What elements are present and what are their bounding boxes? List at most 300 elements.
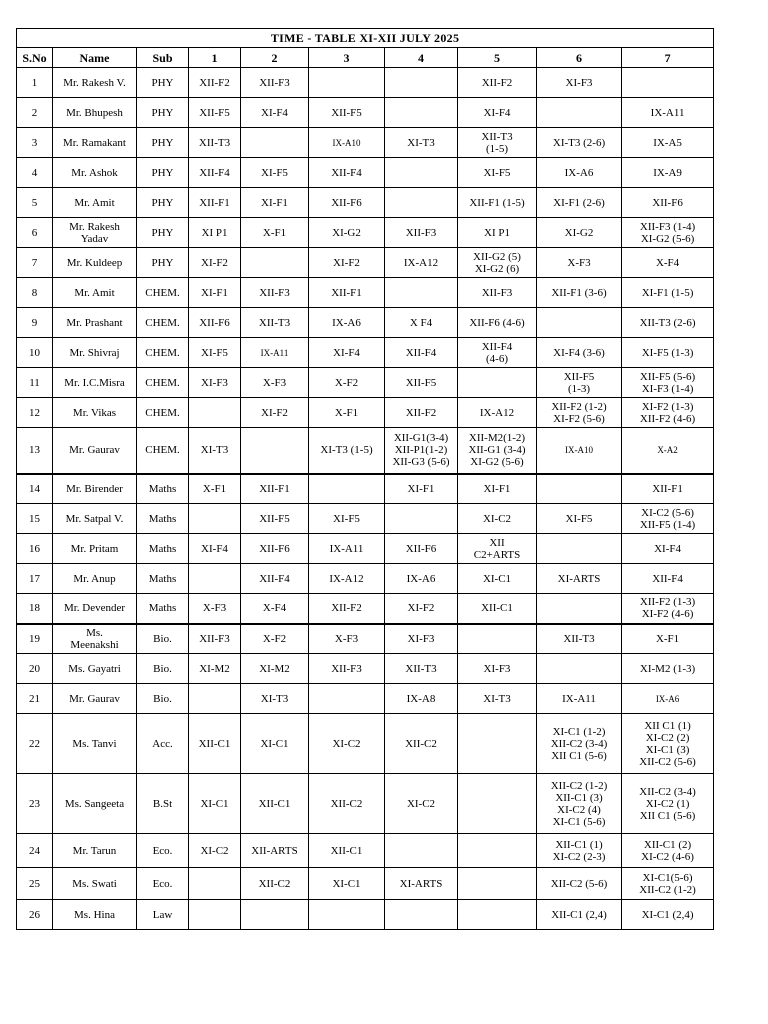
- period-cell-5: [458, 564, 537, 594]
- class-assignment: XII-F4 (4-6): [481, 340, 513, 365]
- class-assignment: XII-C2 (1-2) XII-C1 (3) XI-C2 (4) XI-C1 (5-6): [550, 779, 608, 828]
- period-cell-3: [309, 338, 385, 368]
- period-cell-2: [241, 834, 309, 868]
- class-assignment: XII-G2 (5) XI-G2 (6): [473, 250, 521, 275]
- subject-cell: Bio.: [137, 654, 189, 684]
- teacher-name-cell: [53, 534, 137, 564]
- teacher-name: Ms. Sangeeta: [64, 797, 125, 810]
- period-cell-2: [241, 188, 309, 218]
- period-header-2: 2: [241, 48, 309, 68]
- name-header: Name: [53, 48, 137, 68]
- class-assignment: XII-F4: [331, 166, 362, 179]
- serial-number-cell: 7: [17, 248, 53, 278]
- teacher-name: Mr. Ashok: [71, 166, 118, 179]
- period-cell-7: [622, 428, 714, 474]
- period-cell-4: [385, 368, 458, 398]
- class-assignment: XI-F5: [261, 166, 288, 179]
- serial-number-cell: 15: [17, 504, 53, 534]
- period-cell-1: [189, 504, 241, 534]
- class-assignment: IX-A5: [653, 136, 682, 149]
- period-cell-1: [189, 594, 241, 624]
- class-assignment: XI-M2: [259, 662, 290, 675]
- period-cell-4: [385, 398, 458, 428]
- teacher-name: Mr. Amit: [74, 196, 115, 209]
- class-assignment: X-F3: [334, 632, 359, 645]
- subject-cell: PHY: [137, 68, 189, 98]
- period-header-1: 1: [189, 48, 241, 68]
- period-cell-6: [537, 714, 622, 774]
- subject-cell: Bio.: [137, 684, 189, 714]
- serial-number-cell: 22: [17, 714, 53, 774]
- serial-number-cell: 6: [17, 218, 53, 248]
- period-header-6: 6: [537, 48, 622, 68]
- table-row: [17, 338, 714, 368]
- teacher-name-cell: [53, 158, 137, 188]
- period-cell-3: [309, 248, 385, 278]
- class-assignment: X-F4: [262, 602, 287, 615]
- class-assignment: XII-F5 (5-6) XI-F3 (1-4): [639, 370, 696, 395]
- period-header-5: 5: [458, 48, 537, 68]
- class-assignment: XI-F5: [565, 512, 593, 525]
- class-assignment: X-F1: [334, 406, 359, 419]
- period-cell-1: [189, 834, 241, 868]
- class-assignment: IX-A11: [650, 106, 685, 119]
- table-row: [17, 158, 714, 188]
- table-row: [17, 68, 714, 98]
- teacher-name-cell: [53, 428, 137, 474]
- period-cell-1: [189, 868, 241, 900]
- class-assignment: XII-F4: [652, 572, 683, 585]
- serial-number-cell: 3: [17, 128, 53, 158]
- table-row: [17, 398, 714, 428]
- period-cell-6: [537, 128, 622, 158]
- timetable: [16, 28, 714, 930]
- table-row: [17, 188, 714, 218]
- class-assignment: XI-C2: [482, 512, 512, 525]
- subject-cell: B.St: [137, 774, 189, 834]
- period-cell-7: [622, 338, 714, 368]
- period-cell-5: [458, 834, 537, 868]
- teacher-name-cell: [53, 248, 137, 278]
- class-assignment: XI-F1 (2-6): [553, 196, 605, 209]
- subject-cell: CHEM.: [137, 368, 189, 398]
- class-assignment: XII-F5 (1-3): [563, 370, 595, 395]
- period-cell-6: [537, 368, 622, 398]
- period-cell-4: [385, 534, 458, 564]
- class-assignment: XII-C2: [330, 797, 363, 810]
- class-assignment: XI-C1: [260, 737, 289, 750]
- class-assignment: XI P1: [484, 226, 510, 239]
- period-cell-6: [537, 534, 622, 564]
- class-assignment: XI-F5: [201, 346, 228, 359]
- class-assignment: XI-C1(5-6) XII-C2 (1-2): [639, 871, 696, 896]
- table-row: [17, 868, 714, 900]
- subject-header: Sub: [137, 48, 189, 68]
- class-assignment: XII-F2: [199, 76, 230, 89]
- period-cell-5: [458, 368, 537, 398]
- period-cell-3: [309, 654, 385, 684]
- period-cell-2: [241, 624, 309, 654]
- class-assignment: XI-T3: [407, 136, 435, 149]
- class-assignment: IX-A6: [564, 166, 594, 179]
- period-cell-1: [189, 128, 241, 158]
- table-row: [17, 774, 714, 834]
- period-cell-3: [309, 594, 385, 624]
- class-assignment: XII-C1 (1) XI-C2 (2-3): [552, 838, 606, 863]
- period-cell-4: [385, 684, 458, 714]
- period-cell-7: [622, 594, 714, 624]
- period-cell-1: [189, 338, 241, 368]
- period-cell-1: [189, 900, 241, 930]
- period-cell-7: [622, 278, 714, 308]
- period-cell-7: [622, 128, 714, 158]
- subject-cell: Maths: [137, 534, 189, 564]
- teacher-name-cell: [53, 504, 137, 534]
- serial-number-cell: 21: [17, 684, 53, 714]
- period-cell-2: [241, 398, 309, 428]
- period-cell-7: [622, 900, 714, 930]
- serial-number-cell: 13: [17, 428, 53, 474]
- class-assignment: XII-F3: [481, 286, 513, 299]
- period-cell-3: [309, 504, 385, 534]
- class-assignment: IX-A10: [332, 137, 361, 148]
- class-assignment: XII-ARTS: [251, 844, 298, 857]
- period-cell-1: [189, 398, 241, 428]
- period-cell-3: [309, 68, 385, 98]
- class-assignment: X F4: [409, 316, 433, 329]
- class-assignment: XI-F2: [261, 406, 288, 419]
- class-assignment: XII-F1: [259, 482, 290, 495]
- period-cell-7: [622, 248, 714, 278]
- period-cell-6: [537, 684, 622, 714]
- period-cell-1: [189, 188, 241, 218]
- subject-cell: Maths: [137, 474, 189, 504]
- class-assignment: IX-A6: [655, 693, 680, 704]
- period-cell-4: [385, 624, 458, 654]
- class-assignment: XI-F3: [407, 632, 435, 645]
- period-cell-6: [537, 218, 622, 248]
- serial-number-cell: 23: [17, 774, 53, 834]
- period-cell-7: [622, 534, 714, 564]
- teacher-name-cell: [53, 654, 137, 684]
- teacher-name: Ms. Gayatri: [68, 662, 121, 675]
- class-assignment: XII-F3: [259, 286, 290, 299]
- class-assignment: XI-ARTS: [399, 877, 443, 890]
- class-assignment: XII-C1: [330, 844, 363, 857]
- period-cell-7: [622, 308, 714, 338]
- period-cell-4: [385, 714, 458, 774]
- serial-number-cell: 11: [17, 368, 53, 398]
- class-assignment: XI-F2 (1-3) XII-F2 (4-6): [639, 400, 696, 425]
- teacher-name-cell: [53, 308, 137, 338]
- period-cell-4: [385, 774, 458, 834]
- period-cell-4: [385, 654, 458, 684]
- period-cell-4: [385, 128, 458, 158]
- period-cell-3: [309, 128, 385, 158]
- class-assignment: XI-G2: [564, 226, 594, 239]
- period-cell-6: [537, 654, 622, 684]
- period-cell-4: [385, 98, 458, 128]
- serial-number-cell: 4: [17, 158, 53, 188]
- serial-number-cell: 24: [17, 834, 53, 868]
- serial-number-cell: 2: [17, 98, 53, 128]
- teacher-name-cell: [53, 278, 137, 308]
- period-cell-3: [309, 868, 385, 900]
- page-title: TIME - TABLE XI-XII JULY 2025: [17, 29, 714, 48]
- period-cell-3: [309, 218, 385, 248]
- period-cell-1: [189, 774, 241, 834]
- period-cell-2: [241, 900, 309, 930]
- period-cell-3: [309, 774, 385, 834]
- period-cell-3: [309, 534, 385, 564]
- period-cell-7: [622, 368, 714, 398]
- period-cell-6: [537, 504, 622, 534]
- table-row: [17, 278, 714, 308]
- period-cell-5: [458, 534, 537, 564]
- period-cell-5: [458, 868, 537, 900]
- period-cell-5: [458, 98, 537, 128]
- period-cell-2: [241, 564, 309, 594]
- class-assignment: XI-F4: [333, 346, 360, 359]
- class-assignment: XI-C2 (5-6) XII-F5 (1-4): [639, 506, 696, 531]
- teacher-name: Mr. Gaurav: [69, 692, 120, 705]
- subject-cell: Eco.: [137, 834, 189, 868]
- class-assignment: XI-F1: [261, 196, 288, 209]
- period-cell-1: [189, 684, 241, 714]
- subject-cell: Bio.: [137, 624, 189, 654]
- class-assignment: XII-F5: [331, 106, 362, 119]
- period-cell-2: [241, 68, 309, 98]
- period-cell-7: [622, 504, 714, 534]
- period-cell-3: [309, 308, 385, 338]
- serial-number-cell: 16: [17, 534, 53, 564]
- period-cell-5: [458, 158, 537, 188]
- class-assignment: XI-C2: [332, 737, 361, 750]
- teacher-name: Mr. Pritam: [70, 542, 119, 555]
- period-cell-3: [309, 684, 385, 714]
- teacher-name: Mr. Anup: [73, 572, 116, 585]
- period-cell-2: [241, 158, 309, 188]
- class-assignment: XII-F2: [331, 602, 362, 615]
- class-assignment: XI-C1 (1-2) XII-C2 (3-4) XII C1 (5-6): [550, 725, 608, 762]
- period-cell-4: [385, 218, 458, 248]
- period-cell-3: [309, 624, 385, 654]
- period-cell-6: [537, 68, 622, 98]
- class-assignment: XI-T3: [260, 692, 289, 705]
- period-cell-4: [385, 308, 458, 338]
- period-cell-4: [385, 188, 458, 218]
- period-cell-5: [458, 428, 537, 474]
- class-assignment: XI-T3 (1-5): [320, 444, 373, 457]
- class-assignment: XII-F1: [652, 482, 683, 495]
- class-assignment: XII-F6: [331, 196, 362, 209]
- period-cell-6: [537, 624, 622, 654]
- class-assignment: X-F2: [262, 632, 287, 645]
- class-assignment: XI-C1 (2,4): [641, 908, 694, 921]
- period-header-4: 4: [385, 48, 458, 68]
- period-cell-6: [537, 774, 622, 834]
- class-assignment: XI-F4: [201, 542, 228, 555]
- teacher-name: Mr. Tarun: [72, 844, 117, 857]
- subject-cell: CHEM.: [137, 398, 189, 428]
- period-header-7: 7: [622, 48, 714, 68]
- class-assignment: XII-C1 (2) XI-C2 (4-6): [641, 838, 694, 863]
- class-assignment: XII C1 (1) XI-C2 (2) XI-C1 (3) XII-C2 (5-6): [639, 719, 696, 768]
- period-cell-6: [537, 308, 622, 338]
- period-cell-5: [458, 714, 537, 774]
- teacher-name-cell: [53, 188, 137, 218]
- class-assignment: XII C2+ARTS: [473, 536, 521, 561]
- table-row: [17, 834, 714, 868]
- period-cell-1: [189, 278, 241, 308]
- period-cell-6: [537, 98, 622, 128]
- period-cell-7: [622, 714, 714, 774]
- class-assignment: X-F3: [262, 376, 287, 389]
- table-row: [17, 714, 714, 774]
- period-cell-3: [309, 158, 385, 188]
- class-assignment: XII-G1(3-4) XII-P1(1-2) XII-G3 (5-6): [392, 432, 450, 469]
- class-assignment: XII-F3: [199, 632, 230, 645]
- subject-cell: PHY: [137, 98, 189, 128]
- period-cell-2: [241, 128, 309, 158]
- teacher-name-cell: [53, 564, 137, 594]
- period-cell-7: [622, 834, 714, 868]
- class-assignment: XII-F4: [259, 572, 290, 585]
- period-cell-7: [622, 98, 714, 128]
- period-cell-6: [537, 474, 622, 504]
- serial-number-cell: 20: [17, 654, 53, 684]
- class-assignment: XII-F1 (3-6): [551, 286, 607, 299]
- period-cell-7: [622, 68, 714, 98]
- class-assignment: IX-A12: [329, 572, 364, 585]
- period-cell-2: [241, 278, 309, 308]
- period-cell-7: [622, 218, 714, 248]
- period-cell-5: [458, 278, 537, 308]
- teacher-name: Ms. Hina: [74, 908, 115, 921]
- teacher-name: Mr. Kuldeep: [66, 256, 123, 269]
- teacher-name: Mr. Ramakant: [63, 136, 126, 149]
- period-cell-1: [189, 654, 241, 684]
- period-cell-7: [622, 774, 714, 834]
- class-assignment: XII-C1: [481, 602, 513, 615]
- period-cell-2: [241, 308, 309, 338]
- period-cell-1: [189, 564, 241, 594]
- period-cell-4: [385, 428, 458, 474]
- class-assignment: X-F3: [567, 256, 591, 269]
- class-assignment: XII-F6: [652, 196, 683, 209]
- table-row: [17, 248, 714, 278]
- period-cell-5: [458, 68, 537, 98]
- teacher-name-cell: [53, 774, 137, 834]
- serial-number-cell: 19: [17, 624, 53, 654]
- class-assignment: X-F1: [655, 632, 680, 645]
- teacher-name-cell: [53, 900, 137, 930]
- period-cell-5: [458, 900, 537, 930]
- table-row: [17, 98, 714, 128]
- class-assignment: XI-F3: [483, 662, 511, 675]
- period-cell-3: [309, 474, 385, 504]
- class-assignment: XII-F6 (4-6): [469, 316, 525, 329]
- class-assignment: XII-T3 (1-5): [481, 130, 513, 155]
- subject-cell: PHY: [137, 158, 189, 188]
- period-cell-5: [458, 684, 537, 714]
- class-assignment: XI-M2: [199, 662, 230, 675]
- teacher-name-cell: [53, 624, 137, 654]
- class-assignment: XII-C1: [258, 797, 291, 810]
- serial-number-cell: 14: [17, 474, 53, 504]
- period-cell-1: [189, 474, 241, 504]
- subject-cell: Law: [137, 900, 189, 930]
- class-assignment: XII-F6: [405, 542, 437, 555]
- class-assignment: XII-F6: [259, 542, 290, 555]
- class-assignment: XII-T3: [405, 662, 437, 675]
- teacher-name: Mr. Gaurav: [69, 444, 120, 457]
- class-assignment: XII-C2: [258, 877, 291, 890]
- period-cell-4: [385, 594, 458, 624]
- class-assignment: XI-T3: [200, 444, 229, 457]
- period-cell-6: [537, 338, 622, 368]
- class-assignment: IX-A10: [565, 445, 593, 456]
- period-cell-5: [458, 338, 537, 368]
- class-assignment: XI-F5 (1-3): [641, 346, 694, 359]
- period-cell-7: [622, 624, 714, 654]
- period-cell-1: [189, 218, 241, 248]
- period-cell-1: [189, 714, 241, 774]
- class-assignment: XII-F2: [405, 406, 437, 419]
- teacher-name: Mr. Bhupesh: [66, 106, 123, 119]
- period-cell-5: [458, 308, 537, 338]
- period-cell-5: [458, 624, 537, 654]
- period-cell-2: [241, 534, 309, 564]
- period-cell-1: [189, 248, 241, 278]
- period-cell-2: [241, 248, 309, 278]
- class-assignment: XI-F3: [201, 376, 228, 389]
- period-cell-2: [241, 714, 309, 774]
- class-assignment: X-F2: [334, 376, 359, 389]
- subject-cell: CHEM.: [137, 338, 189, 368]
- period-cell-3: [309, 900, 385, 930]
- period-cell-6: [537, 564, 622, 594]
- table-row: [17, 308, 714, 338]
- table-row: [17, 594, 714, 624]
- period-cell-5: [458, 474, 537, 504]
- period-cell-6: [537, 834, 622, 868]
- period-cell-4: [385, 504, 458, 534]
- class-assignment: XII-C1: [198, 737, 231, 750]
- class-assignment: XII-F5: [259, 512, 290, 525]
- subject-cell: CHEM.: [137, 428, 189, 474]
- period-cell-6: [537, 428, 622, 474]
- period-header-3: 3: [309, 48, 385, 68]
- class-assignment: XI-G2: [332, 226, 361, 239]
- teacher-name-cell: [53, 128, 137, 158]
- period-cell-4: [385, 278, 458, 308]
- class-assignment: XII-F1: [331, 286, 362, 299]
- subject-cell: PHY: [137, 248, 189, 278]
- period-cell-4: [385, 834, 458, 868]
- teacher-name: Mr. Devender: [63, 602, 126, 615]
- period-cell-5: [458, 128, 537, 158]
- class-assignment: X-F1: [262, 226, 287, 239]
- class-assignment: IX-A12: [403, 256, 439, 269]
- teacher-name: Mr. Amit: [74, 286, 115, 299]
- period-cell-1: [189, 624, 241, 654]
- class-assignment: X-F4: [655, 256, 680, 269]
- period-cell-2: [241, 594, 309, 624]
- period-cell-5: [458, 504, 537, 534]
- subject-cell: PHY: [137, 128, 189, 158]
- period-cell-3: [309, 98, 385, 128]
